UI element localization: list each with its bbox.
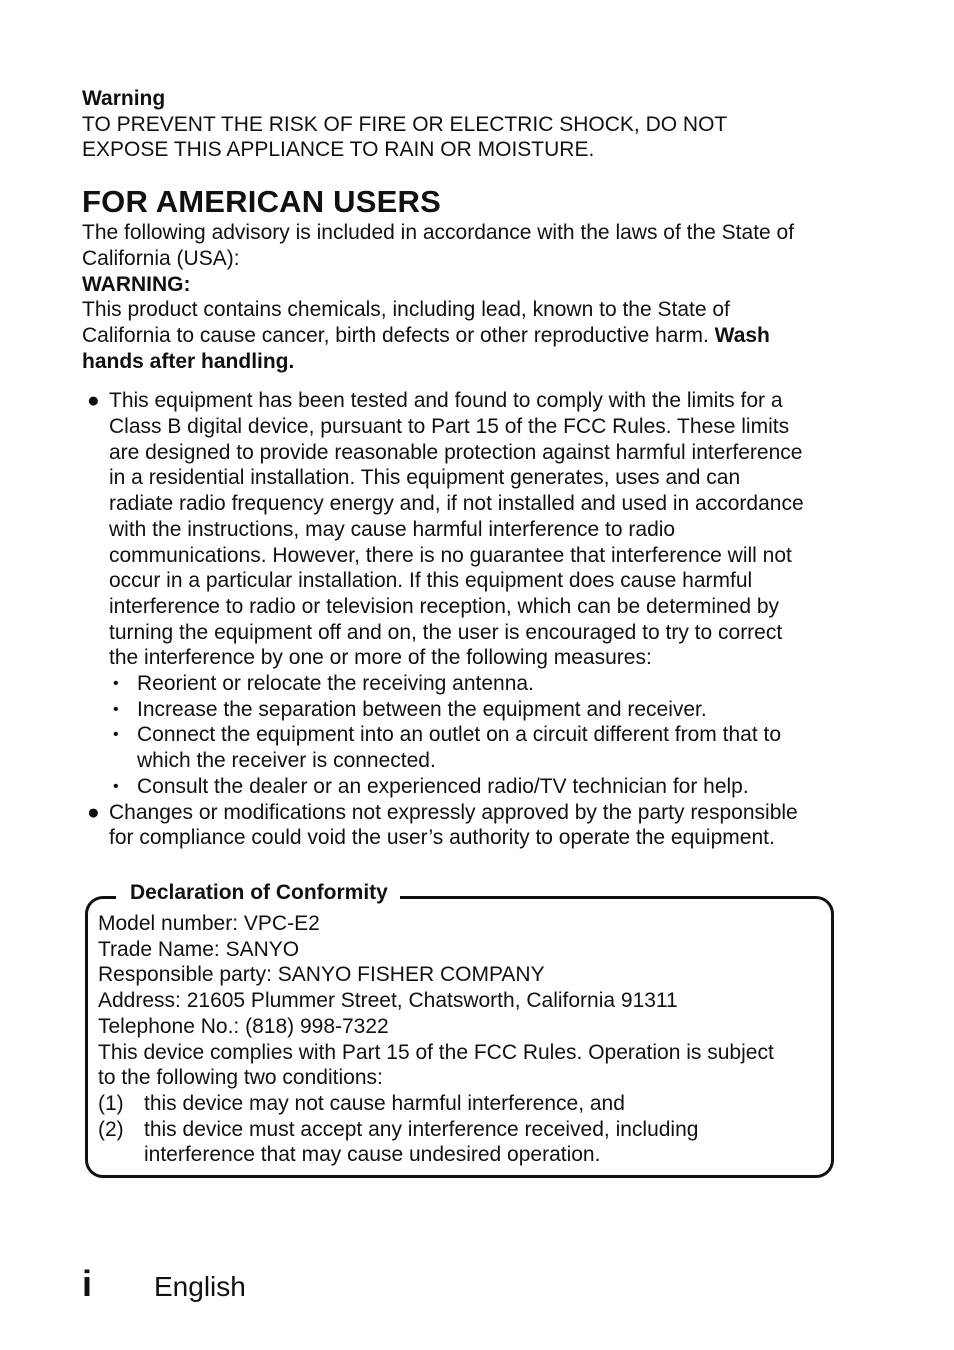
warning-section [82,86,844,163]
fcc-bullet-2-line: for compliance could void the user’s authority to operate the equipment. [109,826,775,850]
measure-item-1 [82,671,844,697]
advisory-bold-hands: hands after handling. [82,349,295,373]
sub-bullet-dot: • [113,675,119,693]
model-number: Model number: VPC-E2 [98,911,320,935]
fcc-bullet-1-line: in a residential installation. This equipment generates, uses and can [109,466,741,490]
measure-item-2 [82,697,844,723]
fcc-bullet-1-line: with the instructions, may cause harmful interference to radio [109,517,676,541]
footer-language: English [154,1271,246,1302]
measure-line: Increase the separation between the equipment and receiver. [137,697,707,721]
trade-name: Trade Name: SANYO [98,937,300,961]
fcc-bullet-1 [82,388,844,671]
california-advisory [82,220,844,374]
advisory-intro-line-1: The following advisory is included in accordance with the laws of the State of [82,221,795,245]
measure-item-3 [82,722,844,773]
bullet-dot: ● [87,389,100,413]
declaration-body [85,907,838,1168]
fcc-bullet-1-line: Class B digital device, pursuant to Part 15 of the FCC Rules. These limits [109,415,790,439]
measure-item-4 [82,774,844,800]
condition-2 [98,1117,824,1168]
warning-line-2: EXPOSE THIS APPLIANCE TO RAIN OR MOISTURE. [82,138,595,162]
advisory-text-line-2 [82,323,844,349]
measure-line: Reorient or relocate the receiving antenna. [137,672,534,696]
advisory-text-line-2-plain: California to cause cancer, birth defects or other reproductive harm. [82,323,709,347]
fcc-bullet-1-line: are designed to provide reasonable protection against harmful interference [109,440,803,464]
sub-bullet-dot: • [113,777,119,795]
responsible-party: Responsible party: SANYO FISHER COMPANY [98,963,545,987]
manual-page [82,86,844,1168]
advisory-warning-label: WARNING: [82,272,191,296]
condition-line: interference that may cause undesired operation. [144,1143,601,1167]
page-number: i [82,1263,93,1304]
fcc-bullet-1-line: occur in a particular installation. If this equipment does cause harmful [109,569,753,593]
advisory-intro-line-2: California (USA): [82,246,240,270]
telephone: Telephone No.: (818) 998-7322 [98,1014,389,1038]
advisory-bold-wash: Wash [714,323,770,347]
warning-heading: Warning [82,87,166,110]
fcc-bullet-2-line: Changes or modifications not expressly approved by the party responsible [109,800,798,824]
fcc-bullet-2 [82,800,844,851]
fcc-bullet-1-line: the interference by one or more of the following measures: [109,646,652,670]
complies-line-2: to the following two conditions: [98,1066,383,1090]
condition-1 [98,1091,824,1117]
advisory-text-line-1: This product contains chemicals, including lead, known to the State of [82,298,730,322]
condition-line: this device may not cause harmful interference, and [144,1091,625,1115]
sub-bullet-dot: • [113,726,119,744]
condition-number: (2) [98,1117,124,1141]
bullet-dot: ● [87,800,100,824]
fcc-statements [82,388,844,851]
fcc-bullet-1-line: radiate radio frequency energy and, if not installed and used in accordance [109,492,804,516]
sub-bullet-dot: • [113,700,119,718]
fcc-bullet-1-line: communications. However, there is no guarantee that interference will not [109,543,792,567]
declaration-of-conformity [85,879,838,1168]
section-title: FOR AMERICAN USERS [82,184,441,220]
measure-line: which the receiver is connected. [137,749,436,773]
measure-line: Consult the dealer or an experienced radio/TV technician for help. [137,774,749,798]
measure-line: Connect the equipment into an outlet on a circuit different from that to [137,723,781,747]
fcc-bullet-1-line: turning the equipment off and on, the user is encouraged to try to correct [109,620,783,644]
declaration-title: Declaration of Conformity [116,879,400,907]
address: Address: 21605 Plummer Street, Chatsworth, California 91311 [98,989,678,1013]
fcc-bullet-1-line: interference to radio or television reception, which can be determined by [109,594,780,618]
condition-line: this device must accept any interference received, including [144,1117,699,1141]
warning-line-1: TO PREVENT THE RISK OF FIRE OR ELECTRIC SHOCK, DO NOT [82,112,728,136]
complies-line-1: This device complies with Part 15 of the FCC Rules. Operation is subject [98,1040,774,1064]
fcc-bullet-1-line: This equipment has been tested and found to comply with the limits for a [109,389,783,413]
condition-number: (1) [98,1091,124,1115]
